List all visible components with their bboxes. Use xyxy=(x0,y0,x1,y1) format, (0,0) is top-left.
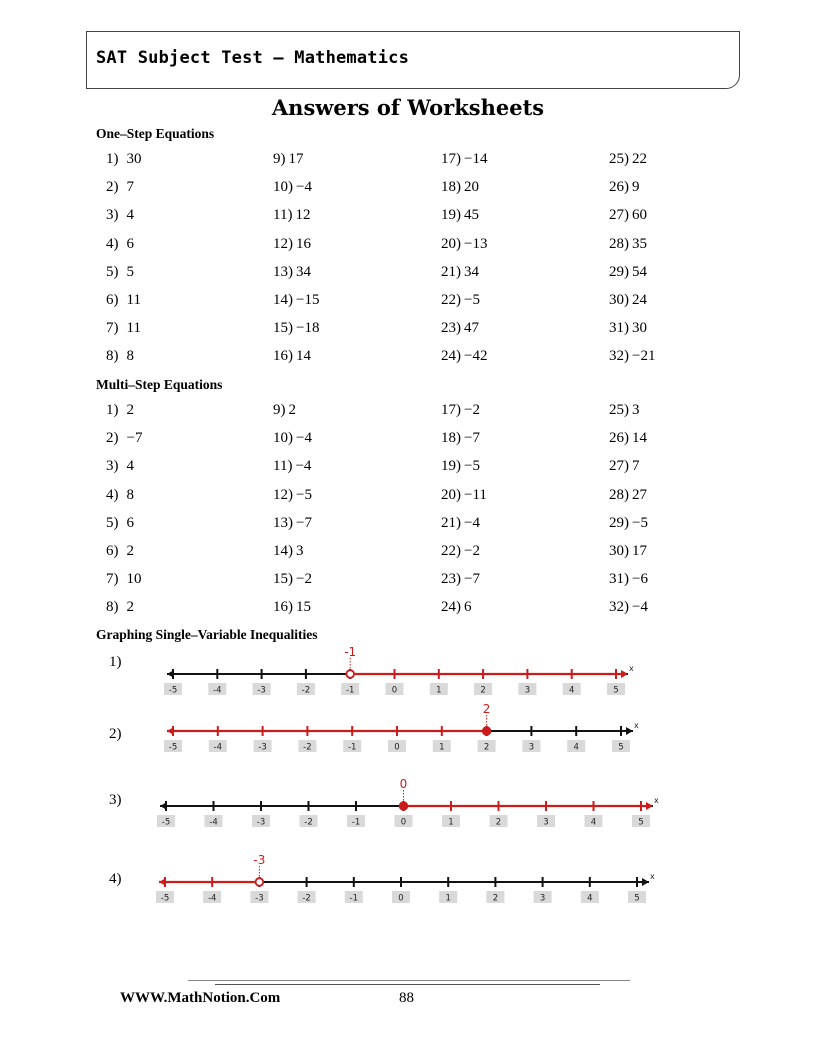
answer-value: 45 xyxy=(464,207,479,224)
answer-number: 6) xyxy=(106,543,119,559)
answer-item xyxy=(106,151,142,168)
axis-label: x xyxy=(654,796,659,805)
answer-item xyxy=(273,487,312,504)
answer-number: 6) xyxy=(106,292,119,308)
answer-number: 21) xyxy=(441,514,461,531)
answer-value: −2 xyxy=(464,402,480,418)
tick-label: -5 xyxy=(160,893,170,904)
tick-label: -2 xyxy=(303,742,312,753)
answer-value: −6 xyxy=(632,571,648,588)
tick-label: -2 xyxy=(301,685,311,696)
tick-label: 0 xyxy=(400,817,407,828)
answer-value: −4 xyxy=(296,430,312,447)
tick-label: -5 xyxy=(168,742,178,753)
answer-number: 24) xyxy=(441,348,461,365)
answer-item xyxy=(273,348,311,365)
answer-number: 25) xyxy=(609,402,629,418)
answer-value: 27 xyxy=(632,486,647,503)
answer-item xyxy=(609,458,640,475)
answer-value: 7 xyxy=(632,458,640,475)
number-line-4 xyxy=(150,853,655,908)
answer-value: 7 xyxy=(126,179,134,196)
point-label: -3 xyxy=(253,853,266,867)
answer-number: 9) xyxy=(273,402,286,418)
answer-value: 24 xyxy=(632,292,647,308)
tick-label: -4 xyxy=(213,685,222,696)
answer-number: 23) xyxy=(441,320,461,337)
answer-value: −13 xyxy=(464,235,488,252)
answer-number: 30) xyxy=(609,543,629,559)
answer-number: 7) xyxy=(106,571,119,588)
answer-number: 10) xyxy=(273,430,293,447)
answer-value: −15 xyxy=(296,292,320,308)
section-title-inequalities: Graphing Single–Variable Inequalities xyxy=(96,627,318,642)
answer-item xyxy=(441,179,479,196)
answer-item xyxy=(609,292,647,309)
answer-value: −7 xyxy=(296,514,312,531)
answer-item xyxy=(441,207,479,224)
answer-value: −42 xyxy=(464,348,488,365)
answer-item xyxy=(609,179,640,196)
tick-label: -4 xyxy=(213,742,223,753)
closed-endpoint xyxy=(400,802,408,810)
answer-value: 10 xyxy=(126,571,142,588)
tick-label: 5 xyxy=(634,893,640,904)
answer-item xyxy=(609,487,647,504)
tick-label: 2 xyxy=(492,893,499,904)
tick-label: 3 xyxy=(528,742,535,753)
answer-value: −18 xyxy=(296,320,320,337)
tick-label: 5 xyxy=(613,685,619,696)
answer-number: 14) xyxy=(273,543,293,559)
answer-item xyxy=(441,515,480,532)
tick-label: 4 xyxy=(573,742,579,753)
answer-number: 4) xyxy=(106,235,119,252)
tick-label: -5 xyxy=(161,817,171,828)
answer-value: 4 xyxy=(126,458,134,475)
answer-item xyxy=(441,292,480,309)
answer-value: −2 xyxy=(296,571,312,588)
answer-value: 8 xyxy=(126,348,134,365)
answer-value: −4 xyxy=(295,458,312,475)
tick-label: 3 xyxy=(543,817,549,828)
answer-number: 22) xyxy=(441,543,461,559)
answer-item xyxy=(609,264,647,281)
number-line-3 xyxy=(155,777,659,834)
answer-value: 5 xyxy=(126,263,134,280)
answer-number: 20) xyxy=(441,235,461,252)
answer-value: 2 xyxy=(126,599,134,616)
answer-number: 13) xyxy=(273,263,293,280)
open-endpoint xyxy=(346,670,354,678)
section-title-multi-step: Multi–Step Equations xyxy=(96,377,223,392)
footer-site: WWW.MathNotion.Com xyxy=(120,990,281,1006)
answer-number: 25) xyxy=(609,151,629,167)
answer-number: 17) xyxy=(441,151,461,167)
answer-number: 22) xyxy=(441,292,461,308)
answer-item xyxy=(106,236,134,253)
answer-item xyxy=(441,487,487,504)
answer-value: −21 xyxy=(632,348,656,365)
answer-value: 20 xyxy=(464,179,479,196)
answer-item xyxy=(441,430,480,447)
page-number: 88 xyxy=(399,990,414,1006)
answer-value: 2 xyxy=(126,402,134,418)
answer-value: 22 xyxy=(632,151,647,167)
answer-item xyxy=(441,402,480,419)
answer-value: −11 xyxy=(464,486,487,503)
answer-number: 13) xyxy=(273,514,293,531)
answer-value: −5 xyxy=(296,486,312,503)
answer-number: 5) xyxy=(106,263,119,280)
tick-label: 4 xyxy=(590,817,597,828)
tick-label: -1 xyxy=(347,742,357,753)
answer-item xyxy=(609,430,647,447)
answer-value: −14 xyxy=(464,151,488,167)
answer-value: −7 xyxy=(464,571,480,588)
answer-value: 2 xyxy=(288,402,296,418)
answer-value: −5 xyxy=(464,458,480,475)
tick-label: 1 xyxy=(439,742,445,753)
answer-item xyxy=(106,264,134,281)
answer-item xyxy=(441,348,487,365)
tick-label: 2 xyxy=(495,817,502,828)
page-title: Answers of Worksheets xyxy=(271,95,545,120)
answer-number: 28) xyxy=(609,486,629,503)
answer-item xyxy=(273,236,311,253)
answer-number: 12) xyxy=(273,235,293,252)
answer-number: 26) xyxy=(609,430,629,447)
tick-label: 3 xyxy=(539,893,546,904)
answer-item xyxy=(441,458,480,475)
answer-value: 16 xyxy=(296,235,311,252)
answer-number: 32) xyxy=(609,599,629,616)
answer-number: 4) xyxy=(106,486,119,503)
answer-item xyxy=(106,599,134,616)
answer-value: 30 xyxy=(632,320,647,337)
answer-number: 26) xyxy=(609,179,629,196)
answer-number: 29) xyxy=(609,263,629,280)
answer-value: 6 xyxy=(126,235,134,252)
point-label: 0 xyxy=(399,777,408,791)
answer-value: 54 xyxy=(632,263,647,280)
right-arrowhead xyxy=(626,727,633,735)
answer-number: 10) xyxy=(273,179,293,196)
answer-item xyxy=(106,543,134,560)
answer-item xyxy=(273,402,296,419)
answer-number: 29) xyxy=(609,514,629,531)
tick-label: -3 xyxy=(255,893,264,904)
answer-number: 21) xyxy=(441,263,461,280)
answer-item xyxy=(441,151,487,168)
answer-value: 34 xyxy=(296,263,311,280)
answer-number: 28) xyxy=(609,235,629,252)
answer-item xyxy=(609,599,648,616)
answer-number: 11) xyxy=(273,207,293,224)
number-line-1 xyxy=(155,645,635,697)
answer-number: 31) xyxy=(609,320,629,337)
answer-number: 15) xyxy=(273,571,293,588)
footer-divider xyxy=(188,980,630,981)
axis-label: x xyxy=(634,721,639,730)
axis-label: x xyxy=(650,872,655,881)
answer-value: 17 xyxy=(288,151,304,167)
right-arrowhead xyxy=(621,670,628,678)
tick-label: 1 xyxy=(445,893,451,904)
header-title: SAT Subject Test – Mathematics xyxy=(96,48,410,68)
number-line-2 xyxy=(155,702,639,754)
answer-value: −5 xyxy=(632,514,648,531)
answer-value: 15 xyxy=(296,599,311,616)
answer-value: 17 xyxy=(632,543,647,559)
answer-value: 34 xyxy=(464,263,479,280)
answer-number: 27) xyxy=(609,207,629,224)
answer-number: 17) xyxy=(441,402,461,418)
answer-number: 19) xyxy=(441,207,461,224)
answer-value: −4 xyxy=(296,179,312,196)
answer-number: 20) xyxy=(441,486,461,503)
answer-item xyxy=(441,320,479,337)
answer-number: 2) xyxy=(106,430,119,447)
answer-number: 12) xyxy=(273,486,293,503)
answer-value: 3 xyxy=(632,402,640,418)
answer-item xyxy=(106,207,134,224)
tick-label: -4 xyxy=(209,817,218,828)
answer-item xyxy=(441,543,480,560)
answer-item xyxy=(609,207,647,224)
answer-item xyxy=(106,320,141,337)
answer-item xyxy=(609,348,655,365)
answer-item xyxy=(106,348,134,365)
answer-value: 30 xyxy=(126,151,142,167)
answer-item xyxy=(273,430,312,447)
answer-value: −7 xyxy=(126,430,143,447)
tick-label: -3 xyxy=(258,742,267,753)
tick-label: 0 xyxy=(398,893,404,904)
answer-item xyxy=(609,320,647,337)
answer-value: 9 xyxy=(632,179,640,196)
tick-label: -1 xyxy=(351,817,361,828)
tick-label: 5 xyxy=(638,817,644,828)
answer-number: 2) xyxy=(106,179,119,196)
answer-item xyxy=(106,402,134,419)
answer-number: 30) xyxy=(609,292,629,308)
right-arrowhead xyxy=(646,802,653,810)
answer-item xyxy=(609,571,648,588)
tick-label: 0 xyxy=(394,742,400,753)
axis-label: x xyxy=(629,664,634,673)
point-label: -1 xyxy=(344,645,357,659)
answer-number: 5) xyxy=(106,514,119,531)
answer-number: 14) xyxy=(273,292,293,308)
answer-value: 3 xyxy=(296,543,304,559)
answer-number: 11) xyxy=(273,458,293,475)
answer-item xyxy=(273,179,312,196)
answer-item xyxy=(106,430,142,447)
answer-item xyxy=(441,264,479,281)
answer-item xyxy=(609,151,647,168)
answer-value: 4 xyxy=(126,207,134,224)
answer-item xyxy=(106,571,142,588)
tick-label: 1 xyxy=(448,817,454,828)
answer-value: −5 xyxy=(464,292,480,308)
answer-value: 6 xyxy=(464,599,472,616)
answer-number: 8) xyxy=(106,599,119,616)
tick-label: 4 xyxy=(568,685,575,696)
answer-item xyxy=(273,292,319,309)
tick-label: 2 xyxy=(480,685,486,696)
answer-value: 6 xyxy=(126,514,134,531)
answer-number: 32) xyxy=(609,348,629,365)
answer-number: 3) xyxy=(106,207,119,224)
tick-label: 4 xyxy=(587,893,593,904)
answer-number: 3) xyxy=(106,458,119,475)
answer-item xyxy=(609,402,640,419)
answer-number: 9) xyxy=(273,151,286,167)
answer-value: 14 xyxy=(632,430,647,447)
answer-item xyxy=(106,179,134,196)
tick-label: 5 xyxy=(618,742,624,753)
graph-label-1: 1) xyxy=(109,654,122,670)
answer-value: 8 xyxy=(126,486,134,503)
answer-item xyxy=(273,207,310,224)
tick-label: -4 xyxy=(207,893,217,904)
answer-number: 23) xyxy=(441,571,461,588)
tick-label: 1 xyxy=(436,685,442,696)
answer-number: 18) xyxy=(441,430,461,447)
tick-label: -2 xyxy=(302,893,311,904)
answer-value: −4 xyxy=(464,514,480,531)
answer-item xyxy=(273,264,311,281)
answer-value: 2 xyxy=(126,543,134,559)
answer-number: 7) xyxy=(106,320,119,337)
answer-value: −7 xyxy=(464,430,480,447)
answer-number: 1) xyxy=(106,402,119,418)
open-endpoint xyxy=(256,878,264,886)
answer-item xyxy=(441,599,472,616)
graph-label-2: 2) xyxy=(109,726,122,742)
answer-item xyxy=(106,487,134,504)
footer-divider-2 xyxy=(215,984,600,985)
answer-value: 35 xyxy=(632,235,647,252)
answer-number: 8) xyxy=(106,348,119,365)
tick-label: 0 xyxy=(391,685,398,696)
answer-value: 12 xyxy=(295,207,311,224)
answer-value: 11 xyxy=(126,292,141,308)
answer-item xyxy=(106,515,134,532)
answer-item xyxy=(273,599,311,616)
answer-item xyxy=(273,543,304,560)
answer-number: 18) xyxy=(441,179,461,196)
answer-number: 16) xyxy=(273,348,293,365)
tick-label: -1 xyxy=(345,685,355,696)
tick-label: -2 xyxy=(304,817,313,828)
tick-label: 2 xyxy=(483,742,490,753)
answer-value: 47 xyxy=(464,320,479,337)
answer-item xyxy=(609,543,647,560)
answer-item xyxy=(273,571,312,588)
section-title-one-step: One–Step Equations xyxy=(96,126,215,141)
answer-value: 11 xyxy=(126,320,141,337)
tick-label: -3 xyxy=(257,685,266,696)
answer-number: 27) xyxy=(609,458,629,475)
answer-number: 24) xyxy=(441,599,461,616)
answer-item xyxy=(609,515,648,532)
answer-value: 60 xyxy=(632,207,647,224)
graph-label-4: 4) xyxy=(109,871,122,887)
answer-value: −2 xyxy=(464,543,480,559)
answer-number: 1) xyxy=(106,151,119,167)
right-arrowhead xyxy=(642,878,649,886)
answer-number: 16) xyxy=(273,599,293,616)
graph-label-3: 3) xyxy=(109,792,122,808)
answer-item xyxy=(441,571,480,588)
answer-item xyxy=(106,458,134,475)
answer-item xyxy=(273,320,319,337)
answer-value: −4 xyxy=(632,599,648,616)
tick-label: 3 xyxy=(524,685,531,696)
answer-value: 14 xyxy=(296,348,311,365)
answer-item xyxy=(609,236,647,253)
tick-label: -3 xyxy=(256,817,266,828)
answer-item xyxy=(273,515,312,532)
point-label: 2 xyxy=(482,702,491,716)
answer-item xyxy=(441,236,487,253)
answer-number: 31) xyxy=(609,571,629,588)
closed-endpoint xyxy=(483,727,491,735)
answer-item xyxy=(106,292,141,309)
tick-label: -5 xyxy=(168,685,178,696)
answer-number: 15) xyxy=(273,320,293,337)
tick-label: -1 xyxy=(349,893,359,904)
answer-item xyxy=(273,458,311,475)
answer-number: 19) xyxy=(441,458,461,475)
answer-item xyxy=(273,151,304,168)
